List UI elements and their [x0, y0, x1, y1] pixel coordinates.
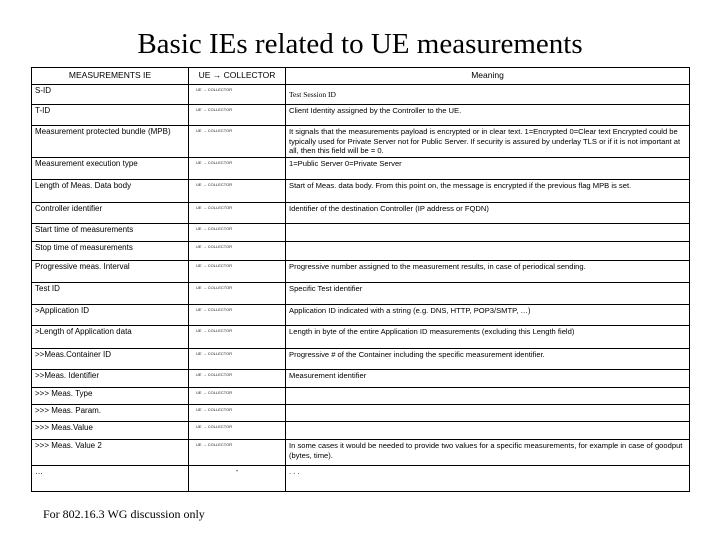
- direction: UE → COLLECTOR: [189, 388, 286, 405]
- meaning: It signals that the measurements payload is encrypted or in clear text. 1=Encrypted 0=Clear text Encrypted could be typically used for Private Server not for Public Server. If security is assured by underlay TLS or if it is not important at all, then this field will be = 0.: [286, 126, 690, 158]
- header-measurements-ie: MEASUREMENTS IE: [32, 68, 189, 85]
- meaning: Client Identity assigned by the Controller to the UE.: [286, 105, 690, 126]
- table-row: [32, 203, 690, 224]
- table-row: [32, 388, 690, 405]
- direction: UE → COLLECTOR: [189, 126, 286, 158]
- meaning: . . .: [286, 466, 690, 492]
- direction: -: [189, 466, 286, 492]
- ie-name: >>Meas.Container ID: [32, 349, 189, 370]
- direction: UE → COLLECTOR: [189, 283, 286, 305]
- meaning: [286, 388, 690, 405]
- table-row: [32, 242, 690, 261]
- meaning: [286, 242, 690, 261]
- ie-name: >>> Meas. Param.: [32, 405, 189, 422]
- table-row: [32, 370, 690, 388]
- meaning: [286, 422, 690, 440]
- ie-name: …: [32, 466, 189, 492]
- table-row: [32, 180, 690, 203]
- meaning: Progressive number assigned to the measurement results, in case of periodical sending.: [286, 261, 690, 283]
- direction: UE → COLLECTOR: [189, 349, 286, 370]
- meaning: Application ID indicated with a string (e.g. DNS, HTTP, POP3/SMTP, …): [286, 305, 690, 326]
- ie-name: Controller identifier: [32, 203, 189, 224]
- ie-name: Length of Meas. Data body: [32, 180, 189, 203]
- meaning: Specific Test identifier: [286, 283, 690, 305]
- direction: UE → COLLECTOR: [189, 326, 286, 349]
- meaning: [286, 405, 690, 422]
- table-row: [32, 326, 690, 349]
- direction: UE → COLLECTOR: [189, 422, 286, 440]
- ie-name: T-ID: [32, 105, 189, 126]
- table-row: [32, 440, 690, 466]
- ie-name: >>> Meas.Value: [32, 422, 189, 440]
- table-row: [32, 349, 690, 370]
- meaning: Progressive # of the Container including the specific measurement identifier.: [286, 349, 690, 370]
- direction: UE → COLLECTOR: [189, 203, 286, 224]
- header-meaning: Meaning: [286, 68, 690, 85]
- ie-name: Measurement execution type: [32, 158, 189, 180]
- table-row: [32, 105, 690, 126]
- table-row: [32, 224, 690, 242]
- ie-name: S-ID: [32, 85, 189, 105]
- table-row: [32, 126, 690, 158]
- ie-name: >>> Meas. Type: [32, 388, 189, 405]
- meaning: Length in byte of the entire Application ID measurements (excluding this Length field): [286, 326, 690, 349]
- meaning: 1=Public Server 0=Private Server: [286, 158, 690, 180]
- table-row: [32, 283, 690, 305]
- header-direction: UE → COLLECTOR: [189, 68, 286, 85]
- table-row: [32, 158, 690, 180]
- ie-name: >>> Meas. Value 2: [32, 440, 189, 466]
- meaning: Measurement identifier: [286, 370, 690, 388]
- direction: UE → COLLECTOR: [189, 405, 286, 422]
- meaning: Test Session ID: [286, 85, 690, 105]
- ie-name: Test ID: [32, 283, 189, 305]
- direction: UE → COLLECTOR: [189, 370, 286, 388]
- direction: UE → COLLECTOR: [189, 224, 286, 242]
- direction: UE → COLLECTOR: [189, 242, 286, 261]
- ie-name: >Application ID: [32, 305, 189, 326]
- ie-name: >Length of Application data: [32, 326, 189, 349]
- direction: UE → COLLECTOR: [189, 85, 286, 105]
- ie-name: Start time of measurements: [32, 224, 189, 242]
- slide-title: Basic IEs related to UE measurements: [137, 28, 583, 60]
- table-header-row: [32, 68, 690, 85]
- direction: UE → COLLECTOR: [189, 261, 286, 283]
- meaning: Identifier of the destination Controller (IP address or FQDN): [286, 203, 690, 224]
- ie-name: >>Meas. Identifier: [32, 370, 189, 388]
- direction: UE → COLLECTOR: [189, 180, 286, 203]
- meaning: In some cases it would be needed to provide two values for a specific measurements, for example in case of goodput (bytes, time).: [286, 440, 690, 466]
- meaning: Start of Meas. data body. From this point on, the message is encrypted if the previous flag MPB is set.: [286, 180, 690, 203]
- footer-note: For 802.16.3 WG discussion only: [43, 507, 205, 521]
- table-row: [32, 305, 690, 326]
- direction: UE → COLLECTOR: [189, 440, 286, 466]
- table-row: [32, 85, 690, 105]
- ie-name: Measurement protected bundle (MPB): [32, 126, 189, 158]
- table-row: [32, 405, 690, 422]
- ie-name: Stop time of measurements: [32, 242, 189, 261]
- table-row: [32, 466, 690, 492]
- direction: UE → COLLECTOR: [189, 305, 286, 326]
- table-row: [32, 422, 690, 440]
- direction: UE → COLLECTOR: [189, 105, 286, 126]
- ie-name: Progressive meas. Interval: [32, 261, 189, 283]
- measurements-ie-table: [31, 67, 690, 492]
- meaning: [286, 224, 690, 242]
- direction: UE → COLLECTOR: [189, 158, 286, 180]
- table-row: [32, 261, 690, 283]
